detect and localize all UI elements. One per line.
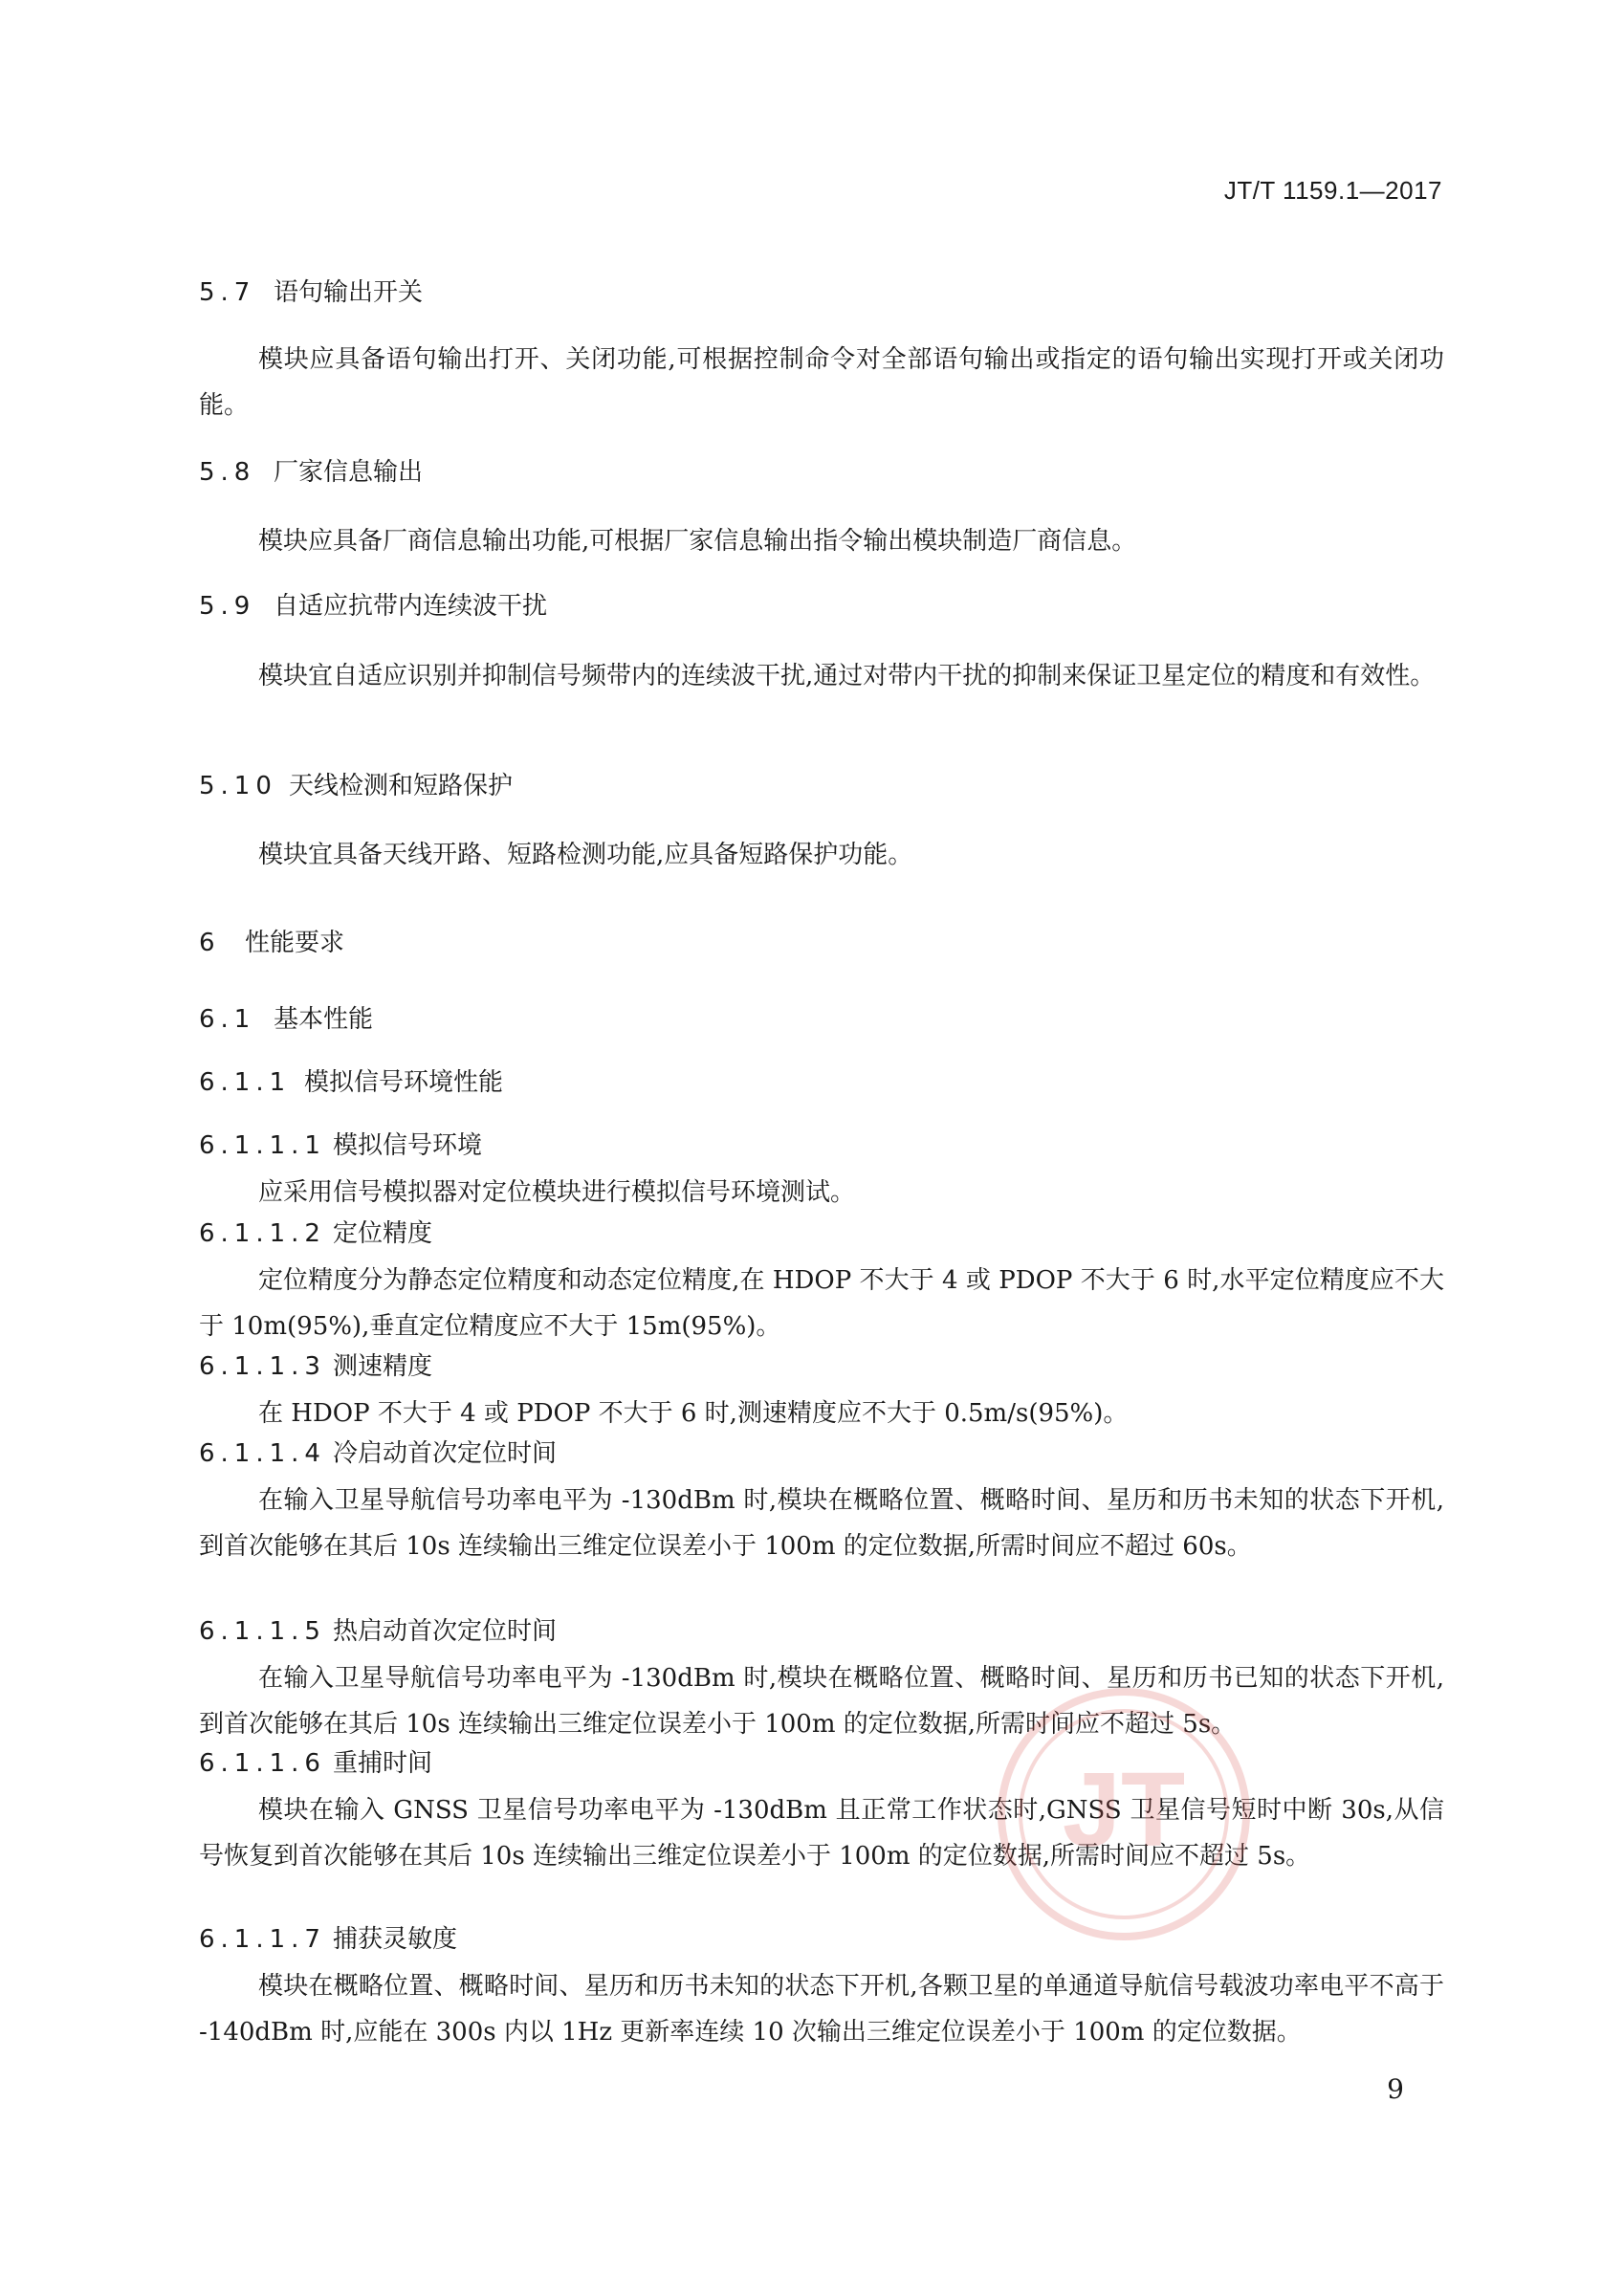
section-heading [199,1067,503,1098]
subclause-heading [199,1748,432,1779]
section-number: 6.1.1.6 [199,1749,326,1778]
section-number: 6.1.1.3 [199,1352,326,1381]
section-title: 性能要求 [245,929,345,957]
subclause-heading [199,1438,557,1469]
section-number: 6.1 [199,1005,256,1034]
section-number: 5.8 [199,458,256,487]
seal-text: JT [1062,1751,1186,1869]
section-number: 6.1.1.7 [199,1925,326,1954]
section-number: 5.10 [199,772,277,800]
paragraph: 定位精度分为静态定位精度和动态定位精度,在 HDOP 不大于 4 或 PDOP 不大于 6 时,水平定位精度应不大于 10m(95%),垂直定位精度应不大于 15m(95%)。 [199,1266,1444,1341]
section-number: 5.9 [199,592,256,621]
section-title: 模拟信号环境 [333,1131,483,1160]
paragraph: 在 HDOP 不大于 4 或 PDOP 不大于 6 时,测速精度应不大于 0.5m/s(95%)。 [258,1399,1129,1428]
section-title: 热启动首次定位时间 [333,1617,558,1646]
section-number: 5.7 [199,278,256,307]
subclause-heading [199,1616,557,1647]
section-title: 天线检测和短路保护 [289,772,514,800]
section-heading [199,591,547,622]
subclause-heading [199,1218,432,1249]
paragraph: 模块宜自适应识别并抑制信号频带内的连续波干扰,通过对带内干扰的抑制来保证卫星定位的精度和有效性。 [258,662,1436,690]
section-title: 基本性能 [274,1005,374,1034]
subclause-heading [199,1130,482,1161]
section-heading [199,277,423,308]
standard-code-header: JT/T 1159.1—2017 [1223,176,1442,205]
section-number: 6.1.1.2 [199,1219,326,1248]
section-heading [199,457,423,488]
section-title: 测速精度 [333,1352,433,1381]
section-heading [199,1004,373,1035]
section-title: 捕获灵敏度 [333,1925,458,1954]
section-number: 6.1.1.5 [199,1617,326,1646]
section-title: 自适应抗带内连续波干扰 [274,592,548,621]
section-number: 6.1.1.4 [199,1439,326,1468]
section-title: 语句输出开关 [274,278,424,307]
section-title: 定位精度 [333,1219,433,1248]
paragraph: 模块在输入 GNSS 卫星信号功率电平为 -130dBm 且正常工作状态时,GNSS 卫星信号短时中断 30s,从信号恢复到首次能够在其后 10s 连续输出三维定位误差小于 100m 的定位数据,所需时间应不超过 5s。 [199,1796,1444,1871]
section-title: 冷启动首次定位时间 [333,1439,558,1468]
section-number: 6.1.1 [199,1068,292,1097]
section-title: 重捕时间 [333,1749,433,1778]
section-number: 6 [199,929,221,957]
paragraph: 模块应具备语句输出打开、关闭功能,可根据控制命令对全部语句输出或指定的语句输出实现打开或关闭功能。 [199,345,1444,420]
paragraph: 模块在概略位置、概略时间、星历和历书未知的状态下开机,各颗卫星的单通道导航信号载波功率电平不高于 -140dBm 时,应能在 300s 内以 1Hz 更新率连续 10 次输出三维定位误差小于 100m 的定位数据。 [199,1972,1444,2047]
section-heading [199,771,513,801]
section-title: 模拟信号环境性能 [304,1068,504,1097]
paragraph: 在输入卫星导航信号功率电平为 -130dBm 时,模块在概略位置、概略时间、星历和历书已知的状态下开机,到首次能够在其后 10s 连续输出三维定位误差小于 100m 的定位数据,所需时间应不超过 5s。 [199,1664,1444,1739]
paragraph: 模块应具备厂商信息输出功能,可根据厂家信息输出指令输出模块制造厂商信息。 [258,527,1137,556]
page-number: 9 [1387,2073,1404,2105]
chapter-heading [199,928,344,958]
paragraph: 模块宜具备天线开路、短路检测功能,应具备短路保护功能。 [258,841,913,869]
subclause-heading [199,1351,432,1382]
subclause-heading [199,1924,457,1955]
paragraph: 在输入卫星导航信号功率电平为 -130dBm 时,模块在概略位置、概略时间、星历和历书未知的状态下开机,到首次能够在其后 10s 连续输出三维定位误差小于 100m 的定位数据,所需时间应不超过 60s。 [199,1486,1444,1561]
jt-watermark-seal [995,1685,1253,1943]
section-number: 6.1.1.1 [199,1131,326,1160]
section-title: 厂家信息输出 [274,458,424,487]
paragraph: 应采用信号模拟器对定位模块进行模拟信号环境测试。 [258,1178,856,1207]
